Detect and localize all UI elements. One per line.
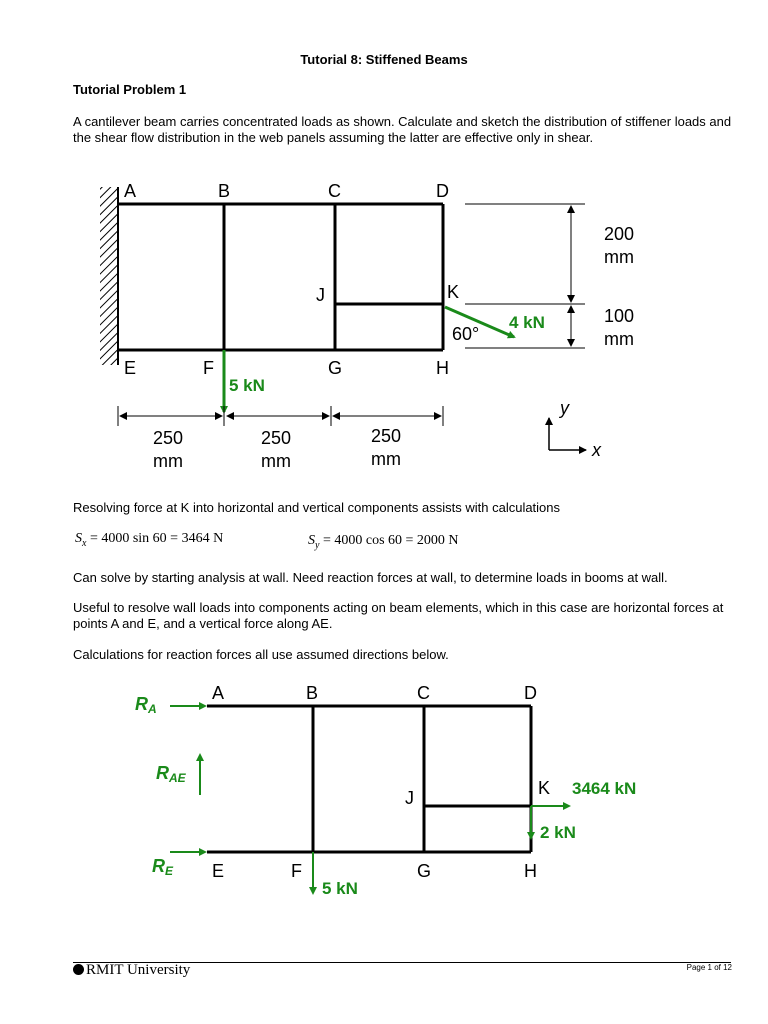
dim-250-1-unit: mm: [153, 451, 183, 471]
dim-250-1-value: 250: [152, 428, 184, 448]
beam-structure-2: [207, 706, 531, 852]
axis-y-label: y: [560, 398, 569, 418]
useful-paragraph: Useful to resolve wall loads into components acting on beam elements, which in this case are horizontal forces at points A and E, and a vertical force along AE.: [73, 600, 724, 631]
intro-paragraph: A cantilever beam carries concentrated loads as shown. Calculate and sketch the distribution of stiffener loads and the shear flow distribution in the web panels assuming the latter are effective only in shear.: [73, 114, 732, 145]
node-a: A: [124, 181, 137, 201]
reaction-ae-label: RAE: [156, 763, 186, 785]
calc-paragraph: Calculations for reaction forces all use assumed directions below.: [73, 647, 449, 662]
dim-250-2-unit: mm: [261, 451, 291, 471]
load-k-label: 4 kN: [509, 313, 545, 332]
node-h: H: [436, 358, 449, 378]
resolve-paragraph: Resolving force at K into horizontal and vertical components assists with calculations: [73, 500, 561, 515]
load-f2-label: 5 kN: [322, 879, 358, 898]
node2-e: E: [212, 861, 225, 881]
node-d: D: [436, 181, 449, 201]
page-number: Page 1 of 12: [686, 963, 732, 972]
node-c: C: [328, 181, 341, 201]
dim-200-value: 200: [604, 224, 635, 244]
problem-heading: Tutorial Problem 1: [73, 82, 187, 97]
node-b: B: [218, 181, 231, 201]
node2-j: J: [405, 788, 414, 808]
dim-100-unit: mm: [604, 329, 634, 349]
equation-sx: $S_x = 4000$ sin 60 = 3464 N: [75, 531, 224, 549]
page-title: Tutorial 8: Stiffened Beams: [300, 52, 468, 67]
node2-a: A: [212, 683, 225, 703]
node-j: J: [316, 285, 325, 305]
figure-cantilever-beam: [0, 160, 768, 480]
node2-c: C: [417, 683, 430, 703]
node2-g: G: [417, 861, 432, 881]
node2-h: H: [524, 861, 537, 881]
dim-250-3-unit: mm: [371, 449, 401, 469]
dim-250-2-value: 250: [260, 428, 292, 448]
node2-k: K: [538, 778, 551, 798]
load-kx-label: 3464 kN: [572, 779, 637, 798]
dim-200-unit: mm: [604, 247, 634, 267]
node-e: E: [124, 358, 137, 378]
rmit-logo: RMIT University: [73, 962, 190, 979]
load-ky-label: 2 kN: [540, 823, 576, 842]
logo-mark-icon: [73, 964, 84, 975]
node2-b: B: [306, 683, 319, 703]
beam-structure: [118, 204, 443, 350]
wall-paragraph: Can solve by starting analysis at wall. Need reaction forces at wall, to determine loads in booms at wall.: [73, 570, 668, 585]
dim-100-value: 100: [604, 306, 635, 326]
dim-250-3-value: 250: [370, 426, 402, 446]
node-k: K: [447, 282, 460, 302]
wall-hatch: [100, 187, 118, 365]
equation-sy: $S_y = 4000$ cos 60 = 2000 N: [308, 533, 459, 551]
node-g: G: [328, 358, 343, 378]
angle-label: 60°: [452, 324, 480, 344]
axis-x-label: x: [592, 440, 601, 460]
node-f: F: [203, 358, 214, 378]
node2-f: F: [291, 861, 302, 881]
reaction-a-label: RA: [135, 694, 157, 716]
reaction-e-label: RE: [152, 856, 174, 878]
load-f-label: 5 kN: [229, 376, 265, 395]
node2-d: D: [524, 683, 537, 703]
figure-reaction-forces: [0, 675, 768, 905]
